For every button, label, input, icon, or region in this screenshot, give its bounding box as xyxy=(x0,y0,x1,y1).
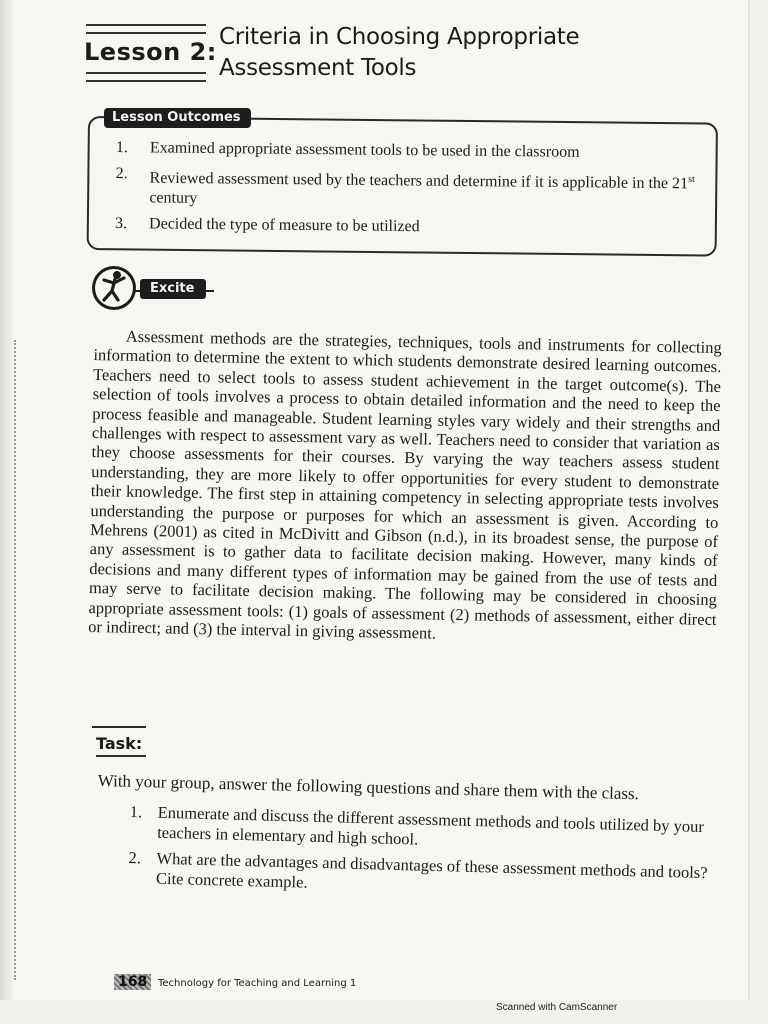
excite-paragraph: Assessment methods are the strategies, techniques, tools and instruments for collecting information to determine the extent to which students demonstrate desired learning outcomes. Teachers need to select tools to assess student achievement in the target outcome(s). The selection of tools involves a process to obtain detailed information and the need to keep the process feasible and manageable. Student learning styles vary widely and their strengths and challenges with respect to assessment vary as well. Teachers need to consider that variation as they choose assessments for their courses. By varying the way teachers assess student understanding, they are more likely to offer opportunities for every student to demonstrate their knowledge. The first step in attaining competency in selecting appropriate tests involves understanding the purpose or purposes for which an assessment is given. According to Mehrens (2001) as cited in McDivitt and Gibson (n.d.), in its broadest sense, the purpose of any assessment is to gather data to facilitate decision making. However, many kinds of decisions and many different types of information may be gained from the use of tests and may serve to facilitate decision making. The following may be considered in choosing appropriate assessment tools: (1) goals of assessment (2) methods of assessment, either direct or indirect; and (3) the interval in giving assessment. xyxy=(88,326,722,643)
outcomes-list xyxy=(115,138,706,247)
lesson-title xyxy=(219,22,639,84)
outcome-text: Decided the type of measure to be utilized xyxy=(149,215,420,236)
outcomes-heading: Lesson Outcomes xyxy=(104,108,251,128)
task-intro: With your group, answer the following questions and share them with the class. xyxy=(97,770,640,804)
task-text: What are the advantages and disadvantages of these assessment methods and tools? Cite concrete example. xyxy=(155,848,708,892)
task-number: 2. xyxy=(128,847,142,868)
task-number: 1. xyxy=(129,802,143,822)
page-number: 168 xyxy=(114,974,151,990)
binding-marks xyxy=(14,340,19,980)
page-gutter-shadow xyxy=(0,0,14,1000)
task-list xyxy=(128,802,730,910)
lesson-title-line-2: Assessment Tools xyxy=(219,55,417,81)
task-text: Enumerate and discuss the different assessment methods and tools utilized by your teachers in elementary and high school. xyxy=(156,802,705,849)
scanner-watermark: Scanned with CamScanner xyxy=(496,1002,618,1013)
list-item xyxy=(115,164,705,215)
outcome-text: Reviewed assessment used by the teachers and determine if it is applicable in the 21st century xyxy=(149,169,695,208)
header-rule-bottom xyxy=(86,72,206,82)
outcome-number: 3. xyxy=(115,215,128,233)
header-rule-top xyxy=(86,24,206,34)
excite-heading: Excite xyxy=(140,279,206,299)
outcome-number: 2. xyxy=(115,164,128,183)
task-heading: Task: xyxy=(96,734,143,753)
list-item xyxy=(128,848,729,904)
list-item xyxy=(115,214,705,240)
outcome-number: 1. xyxy=(115,138,128,157)
task-rule-bottom xyxy=(96,755,146,757)
outcome-text: Examined appropriate assessment tools to be used in the classroom xyxy=(149,139,580,161)
task-rule-top xyxy=(92,726,146,728)
list-item xyxy=(129,802,730,858)
person-jumping-icon xyxy=(90,264,138,312)
lesson-label: Lesson 2: xyxy=(84,38,217,66)
footer-book-title: Technology for Teaching and Learning 1 xyxy=(158,978,357,989)
lesson-title-line-1: Criteria in Choosing Appropriate xyxy=(219,24,580,50)
